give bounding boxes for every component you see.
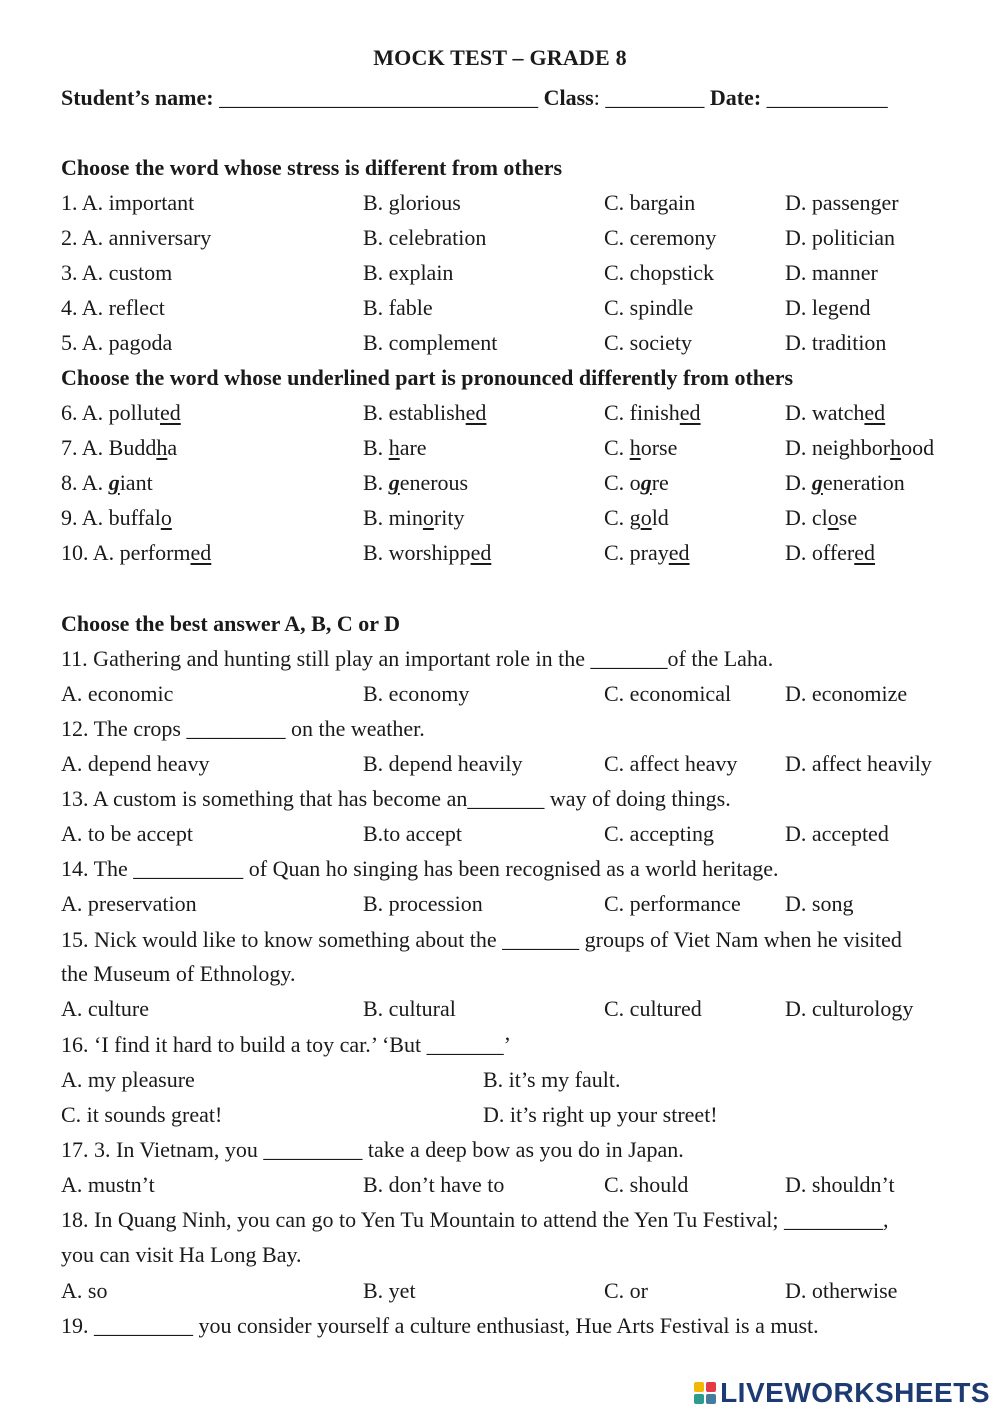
option-d[interactable]: D. it’s right up your street! xyxy=(483,1102,718,1127)
question-stem-18-line2: you can visit Ha Long Bay. xyxy=(61,1242,302,1267)
option-c[interactable]: C. or xyxy=(604,1278,648,1303)
option-d[interactable]: D. culturology xyxy=(785,996,914,1021)
name-blank[interactable]: _____________________________ xyxy=(219,85,539,110)
option-d[interactable]: D. economize xyxy=(785,681,908,706)
question-stem-17: 17. 3. In Vietnam, you _________ take a deep bow as you do in Japan. xyxy=(61,1137,684,1162)
option-a[interactable]: 5. A. pagoda xyxy=(61,330,173,355)
option-d[interactable]: D. song xyxy=(785,891,854,916)
option-d[interactable]: D. manner xyxy=(785,260,878,285)
option-b[interactable]: B. procession xyxy=(363,891,483,916)
question-stem-14: 14. The __________ of Quan ho singing has been recognised as a world heritage. xyxy=(61,856,779,881)
option-a[interactable]: 2. A. anniversary xyxy=(61,225,212,250)
logo-square-4 xyxy=(706,1394,716,1404)
option-c[interactable]: C. it sounds great! xyxy=(61,1102,223,1127)
question-stem-16: 16. ‘I find it hard to build a toy car.’ ‘But _______’ xyxy=(61,1032,511,1057)
question-stem-15-line1: 15. Nick would like to know something about the _______ groups of Viet Nam when he visited xyxy=(61,927,902,952)
question-stem-13: 13. A custom is something that has become an_______ way of doing things. xyxy=(61,786,731,811)
option-d[interactable]: D. legend xyxy=(785,295,871,320)
option-a[interactable]: A. preservation xyxy=(61,891,197,916)
option-a[interactable]: A. culture xyxy=(61,996,149,1021)
option-b[interactable]: B. celebration xyxy=(363,225,487,250)
option-d[interactable]: D. neighborhood xyxy=(785,435,935,460)
logo-square-2 xyxy=(706,1382,716,1392)
section3-heading: Choose the best answer A, B, C or D xyxy=(61,611,400,636)
question-stem-11: 11. Gathering and hunting still play an important role in the _______of the Laha. xyxy=(61,646,774,671)
option-a[interactable]: A. economic xyxy=(61,681,174,706)
option-d[interactable]: D. affect heavily xyxy=(785,751,932,776)
option-b[interactable]: B. minority xyxy=(363,505,465,530)
option-b[interactable]: B. explain xyxy=(363,260,454,285)
logo-square-1 xyxy=(694,1382,704,1392)
question-stem-18-line1: 18. In Quang Ninh, you can go to Yen Tu Mountain to attend the Yen Tu Festival; _________, xyxy=(61,1207,889,1232)
student-info-row xyxy=(61,80,888,115)
option-d[interactable]: D. passenger xyxy=(785,190,899,215)
option-b[interactable]: B. cultural xyxy=(363,996,456,1021)
option-b[interactable]: B. it’s my fault. xyxy=(483,1067,621,1092)
option-d[interactable]: D. accepted xyxy=(785,821,889,846)
option-a[interactable]: A. mustn’t xyxy=(61,1172,155,1197)
logo-grid-icon xyxy=(694,1382,716,1404)
option-c[interactable]: C. bargain xyxy=(604,190,696,215)
option-d[interactable]: D. otherwise xyxy=(785,1278,898,1303)
section2-heading: Choose the word whose underlined part is pronounced differently from others xyxy=(61,365,794,390)
option-b[interactable]: B.to accept xyxy=(363,821,462,846)
option-a[interactable]: 10. A. performed xyxy=(61,540,212,565)
liveworksheets-logo xyxy=(694,1376,990,1410)
option-d[interactable]: D. offered xyxy=(785,540,875,565)
option-a[interactable]: 6. A. polluted xyxy=(61,400,181,425)
page-title: MOCK TEST – GRADE 8 xyxy=(373,45,627,70)
option-c[interactable]: C. cultured xyxy=(604,996,702,1021)
option-a[interactable]: A. to be accept xyxy=(61,821,193,846)
option-b[interactable]: B. depend heavily xyxy=(363,751,523,776)
option-c[interactable]: C. gold xyxy=(604,505,669,530)
option-a[interactable]: 7. A. Buddha xyxy=(61,435,178,460)
option-a[interactable]: A. my pleasure xyxy=(61,1067,195,1092)
option-c[interactable]: C. society xyxy=(604,330,692,355)
option-c[interactable]: C. ogre xyxy=(604,470,669,495)
option-a[interactable]: A. so xyxy=(61,1278,108,1303)
section1-heading: Choose the word whose stress is different from others xyxy=(61,155,563,180)
option-c[interactable]: C. performance xyxy=(604,891,741,916)
option-c[interactable]: C. finished xyxy=(604,400,701,425)
class-label: Class xyxy=(543,85,594,110)
name-label: Student’s name: xyxy=(61,85,214,110)
option-b[interactable]: B. glorious xyxy=(363,190,461,215)
option-b[interactable]: B. yet xyxy=(363,1278,416,1303)
option-c[interactable]: C. should xyxy=(604,1172,689,1197)
option-b[interactable]: B. fable xyxy=(363,295,433,320)
option-c[interactable]: C. horse xyxy=(604,435,678,460)
option-b[interactable]: B. hare xyxy=(363,435,427,460)
option-b[interactable]: B. economy xyxy=(363,681,470,706)
option-c[interactable]: C. accepting xyxy=(604,821,714,846)
question-stem-19: 19. _________ you consider yourself a culture enthusiast, Hue Arts Festival is a must. xyxy=(61,1313,819,1338)
option-b[interactable]: B. complement xyxy=(363,330,498,355)
option-d[interactable]: D. generation xyxy=(785,470,905,495)
date-blank[interactable]: ___________ xyxy=(766,85,888,110)
option-c[interactable]: C. chopstick xyxy=(604,260,714,285)
option-a[interactable]: A. depend heavy xyxy=(61,751,210,776)
option-a[interactable]: 4. A. reflect xyxy=(61,295,165,320)
date-label: Date: xyxy=(709,85,762,110)
option-b[interactable]: B. generous xyxy=(363,470,469,495)
option-d[interactable]: D. close xyxy=(785,505,858,530)
question-stem-12: 12. The crops _________ on the weather. xyxy=(61,716,425,741)
option-d[interactable]: D. tradition xyxy=(785,330,887,355)
option-a[interactable]: 9. A. buffalo xyxy=(61,505,172,530)
option-d[interactable]: D. shouldn’t xyxy=(785,1172,895,1197)
option-b[interactable]: B. don’t have to xyxy=(363,1172,505,1197)
option-d[interactable]: D. watched xyxy=(785,400,886,425)
logo-text: LIVEWORKSHEETS xyxy=(720,1377,990,1408)
option-a[interactable]: 1. A. important xyxy=(61,190,195,215)
class-colon: : xyxy=(593,85,600,110)
question-stem-15-line2: the Museum of Ethnology. xyxy=(61,961,296,986)
option-c[interactable]: C. prayed xyxy=(604,540,690,565)
option-a[interactable]: 8. A. giant xyxy=(61,470,153,495)
option-c[interactable]: C. spindle xyxy=(604,295,694,320)
option-c[interactable]: C. affect heavy xyxy=(604,751,738,776)
option-b[interactable]: B. worshipped xyxy=(363,540,492,565)
option-d[interactable]: D. politician xyxy=(785,225,895,250)
logo-square-3 xyxy=(694,1394,704,1404)
option-b[interactable]: B. established xyxy=(363,400,487,425)
option-c[interactable]: C. economical xyxy=(604,681,732,706)
option-c[interactable]: C. ceremony xyxy=(604,225,717,250)
class-blank[interactable]: _________ xyxy=(605,85,705,110)
option-a[interactable]: 3. A. custom xyxy=(61,260,173,285)
